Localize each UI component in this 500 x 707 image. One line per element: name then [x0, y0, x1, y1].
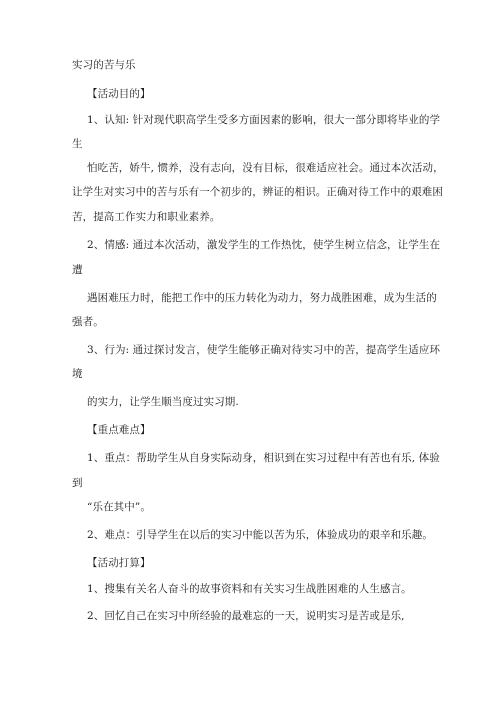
goal2-line1: 2、情感: 通过本次活动，激发学生的工作热忱，使学生树立信念，让学生在 — [87, 239, 441, 251]
plan-item-2: 2、回忆自己在实习中所经验的最难忘的一天，说明实习是苦或是乐, — [87, 610, 405, 622]
key1-line2: 到 — [72, 477, 83, 489]
goal1-line1: 1、认知: 针对现代职高学生受多方面因素的影响，很大一部分即将毕业的学 — [87, 114, 441, 126]
goal1-line5: 苦，提高工作实力和职业素养。 — [72, 211, 221, 223]
goal2-line2: 遭 — [72, 264, 83, 276]
section-heading-goal: 【活动目的】 — [87, 88, 151, 100]
section-heading-key: 【重点难点】 — [87, 424, 151, 436]
plan-item-1: 1、搜集有关名人奋斗的故事资料和有关实习生战胜困难的人生感言。 — [87, 583, 412, 595]
key2-line1: 2、难点：引导学生在以后的实习中能以苦为乐，体验成功的艰辛和乐趣。 — [87, 529, 433, 541]
goal1-line2: 生 — [72, 138, 83, 150]
key1-line3: “乐在其中”。 — [87, 501, 151, 513]
goal1-line4: 让学生对实习中的苦与乐有一个初步的，辨证的相识。正确对待工作中的艰难困 — [72, 186, 443, 198]
goal2-line3: 遇困难压力时，能把工作中的压力转化为动力，努力战胜困难，成为生活的 — [87, 292, 437, 304]
goal3-line2: 境 — [72, 368, 83, 380]
goal2-line4: 强者。 — [72, 316, 104, 328]
key1-line1: 1、重点：帮助学生从自身实际动身，相识到在实习过程中有苦也有乐, 体验 — [87, 452, 440, 464]
goal3-line3: 的实力，让学生顺当度过实习期. — [87, 396, 239, 408]
document-title: 实习的苦与乐 — [72, 59, 136, 71]
goal3-line1: 3、行为: 通过探讨发言，使学生能够正确对待实习中的苦，提高学生适应环 — [87, 344, 441, 356]
goal1-line3: 怕吃苦，娇牛, 惯养，没有志向，没有目标，很难适应社会。通过本次活动， — [87, 162, 444, 174]
section-heading-plan: 【活动打算】 — [87, 557, 151, 569]
